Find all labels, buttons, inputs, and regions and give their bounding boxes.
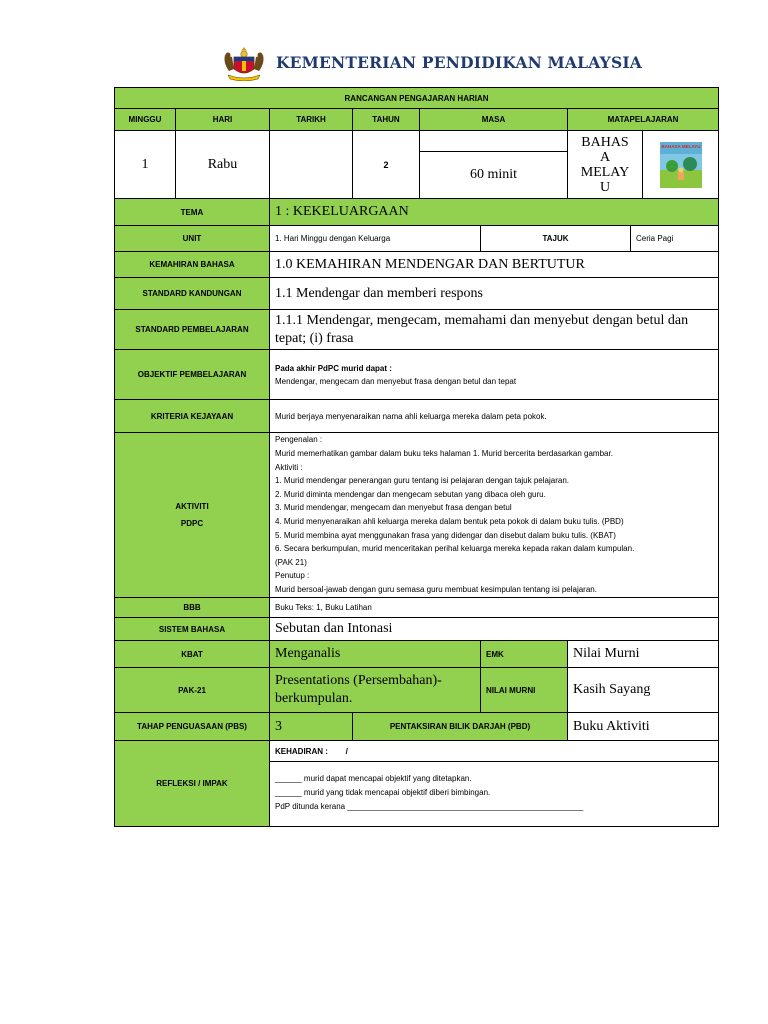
aktiviti-label: AKTIVITI	[175, 502, 209, 511]
lesson-plan-table	[114, 87, 719, 827]
sp-label: STANDARD PEMBELAJARAN	[115, 310, 270, 350]
aktiviti-line: Murid memerhatikan gambar dalam buku teks halaman 1. Murid bercerita berdasarkan gambar.	[275, 449, 613, 459]
bbb-label: BBB	[115, 598, 270, 618]
col-day: HARI	[176, 109, 270, 131]
aktiviti-line: 1. Murid mendengar penerangan guru tentang isi pelajaran dengan tajuk pelajaran.	[275, 476, 569, 486]
bbb-value: Buku Teks: 1, Buku Latihan	[270, 598, 719, 618]
kbat-label: KBAT	[115, 641, 270, 668]
sistem-label: SISTEM BAHASA	[115, 618, 270, 641]
subject-value: BAHAS A MELAY U	[568, 131, 643, 199]
tema-label: TEMA	[115, 199, 270, 226]
refleksi-line: ______ murid dapat mencapai objektif yang ditetapkan.	[275, 774, 472, 783]
col-date: TARIKH	[270, 109, 353, 131]
objektif-intro: Pada akhir PdPC murid dapat :	[275, 363, 392, 373]
unit-label: UNIT	[115, 226, 270, 252]
aktiviti-line: Murid bersoal-jawab dengan guru semasa guru membuat kesimpulan tentang isi pelajaran.	[275, 584, 597, 594]
sk-value: 1.1 Mendengar dan memberi respons	[270, 278, 719, 310]
pdpc-label: PDPC	[180, 519, 204, 528]
aktiviti-line: (PAK 21)	[275, 557, 307, 567]
kbat-value: Menganalis	[270, 641, 481, 668]
objektif-label: OBJEKTIF PEMBELAJARAN	[115, 350, 270, 400]
kemahiran-value: 1.0 KEMAHIRAN MENDENGAR DAN BERTUTUR	[270, 252, 719, 278]
kriteria-label: KRITERIA KEJAYAAN	[115, 400, 270, 433]
sistem-value: Sebutan dan Intonasi	[270, 618, 719, 641]
nilai-murni-label: NILAI MURNI	[481, 668, 568, 713]
aktiviti-line: Penutup :	[275, 571, 310, 581]
aktiviti-line: 3. Murid mendengar, mengecam dan menyebut frasa dengan betul	[275, 503, 512, 513]
plan-title: RANCANGAN PENGAJARAN HARIAN	[115, 88, 719, 109]
emk-label: EMK	[481, 641, 568, 668]
week-value: 1	[115, 131, 176, 199]
aktiviti-line: Aktiviti :	[275, 462, 303, 472]
malaysia-coat-of-arms-icon	[220, 45, 268, 81]
kemahiran-label: KEMAHIRAN BAHASA	[115, 252, 270, 278]
refleksi-line: ______ murid yang tidak mencapai objektif diberi bimbingan.	[275, 788, 491, 797]
nilai-murni-value: Kasih Sayang	[568, 668, 719, 713]
date-value	[270, 131, 353, 199]
pak21-label: PAK-21	[115, 668, 270, 713]
day-value: Rabu	[176, 131, 270, 199]
sp-value: 1.1.1 Mendengar, mengecam, memahami dan menyebut dengan betul dan tepat; (i) frasa	[270, 310, 719, 350]
time-value: 60 minit	[469, 167, 518, 182]
emk-value: Nilai Murni	[568, 641, 719, 668]
aktiviti-line: Pengenalan :	[275, 435, 323, 445]
objektif-text: Mendengar, mengecam dan menyebut frasa dengan betul dan tepat	[275, 376, 517, 386]
kriteria-value: Murid berjaya menyenaraikan nama ahli keluarga mereka dalam peta pokok.	[270, 400, 719, 433]
col-year: TAHUN	[353, 109, 420, 131]
year-value: 2	[353, 131, 420, 199]
textbook-cover-icon	[660, 142, 702, 188]
aktiviti-line: 2. Murid diminta mendengar dan mengecam sebutan yang dibaca oleh guru.	[275, 489, 546, 499]
tajuk-label: TAJUK	[481, 226, 631, 252]
book-cover-title: BAHASA MELAYU	[661, 143, 700, 149]
kehadiran-value: KEHADIRAN : /	[270, 741, 719, 762]
aktiviti-line: 4. Murid menyenaraikan ahli keluarga mereka dalam bentuk peta pokok di dalam buku tulis. (PBD)	[275, 517, 624, 526]
col-subject: MATAPELAJARAN	[568, 109, 719, 131]
refleksi-line: PdP ditunda kerana _____________________________________________________	[275, 802, 584, 811]
pbd-value: Buku Aktiviti	[568, 713, 719, 741]
ministry-name: KEMENTERIAN PENDIDIKAN MALAYSIA	[276, 53, 643, 72]
col-week: MINGGU	[115, 109, 176, 131]
sk-label: STANDARD KANDUNGAN	[115, 278, 270, 310]
tahap-value: 3	[270, 713, 353, 741]
pak21-value: Presentations (Persembahan)-berkumpulan.	[270, 668, 481, 713]
tahap-label: TAHAP PENGUASAAN (PBS)	[115, 713, 270, 741]
col-time: MASA	[420, 109, 568, 131]
tema-value: 1 : KEKELUARGAAN	[270, 199, 719, 226]
aktiviti-line: 6. Secara berkumpulan, murid menceritakan perihal keluarga mereka kepada rakan dalam kumpulan.	[275, 544, 635, 554]
tajuk-value: Ceria Pagi	[631, 226, 719, 252]
page-header	[0, 44, 768, 84]
aktiviti-content	[270, 433, 719, 598]
pbd-label: PENTAKSIRAN BILIK DARJAH (PBD)	[353, 713, 568, 741]
unit-value: 1. Hari Minggu dengan Keluarga	[270, 226, 481, 252]
refleksi-label: REFLEKSI / IMPAK	[115, 741, 270, 827]
aktiviti-line: 5. Murid membina ayat menggunakan frasa yang didengar dan disebut dalam buku tulis. (KBAT)	[275, 530, 616, 540]
